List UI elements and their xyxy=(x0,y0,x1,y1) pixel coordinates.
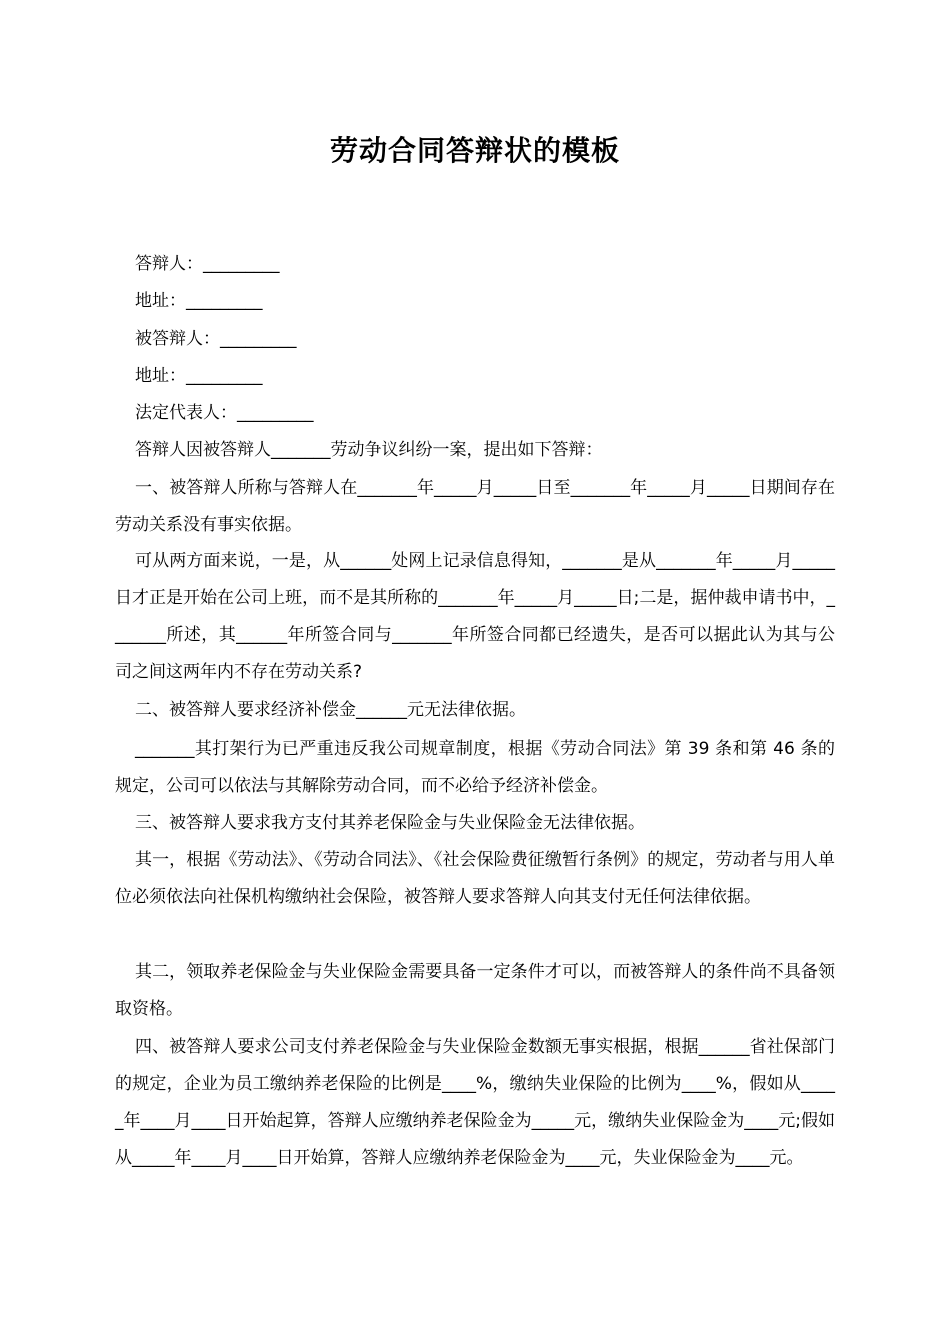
point-two-paragraph: 二、被答辩人要求经济补偿金______元无法律依据。 xyxy=(135,700,526,720)
point-four-paragraph: 四、被答辩人要求公司支付养老保险金与失业保险金数额无事实根据，根据______省社保部门的规定，企业为员工缴纳养老保险的比例是____%，缴纳失业保险的比例为____%，假如从_____年____月____日开始起算，答辩人应缴纳养老保险金为_____元，缴纳失业保险金为____元;假如从_____年____月____日开始算，答辩人应缴纳养老保险金为____元，失业保险金为____元。 xyxy=(115,1037,835,1168)
point-one-detail-paragraph: 可从两方面来说，一是，从______处网上记录信息得知，_______是从_______年_____月_____日才正是开始在公司上班，而不是其所称的_______年_____月_____日;二是，据仲裁申请书中，_______所述，其______年所签合同与_______年所签合同都已经遗失，是否可以据此认为其与公司之间这两年内不存在劳动关系? xyxy=(115,551,835,682)
respondent-field: 答辩人：_________ xyxy=(135,254,280,274)
document-title: 劳动合同答辩状的模板 xyxy=(329,134,620,167)
respondent-address-field: 地址：_________ xyxy=(135,291,263,311)
claimant-field: 被答辩人：_________ xyxy=(135,329,297,349)
claimant-address-field: 地址：_________ xyxy=(135,366,263,386)
point-three-paragraph: 三、被答辩人要求我方支付其养老保险金与失业保险金无法律依据。 xyxy=(135,813,645,833)
point-three-first-reason: 其一，根据《劳动法》、《劳动合同法》、《社会保险费征缴暂行条例》的规定，劳动者与用人单位必须依法向社保机构缴纳社会保险，被答辩人要求答辩人向其支付无任何法律依据。 xyxy=(115,850,835,907)
point-three-second-reason: 其二，领取养老保险金与失业保险金需要具备一定条件才可以，而被答辩人的条件尚不具备领取资格。 xyxy=(115,962,835,1019)
legal-representative-field: 法定代表人：_________ xyxy=(135,403,314,423)
point-two-detail-paragraph: _______其打架行为已严重违反我公司规章制度，根据《劳动合同法》第 39 条和第 46 条的规定，公司可以依法与其解除劳动合同，而不必给予经济补偿金。 xyxy=(115,739,835,796)
intro-paragraph: 答辩人因被答辩人_______劳动争议纠纷一案，提出如下答辩： xyxy=(135,440,603,460)
point-one-paragraph: 一、被答辩人所称与答辩人在_______年_____月_____日至_______年_____月_____日期间存在劳动关系没有事实依据。 xyxy=(115,478,835,535)
